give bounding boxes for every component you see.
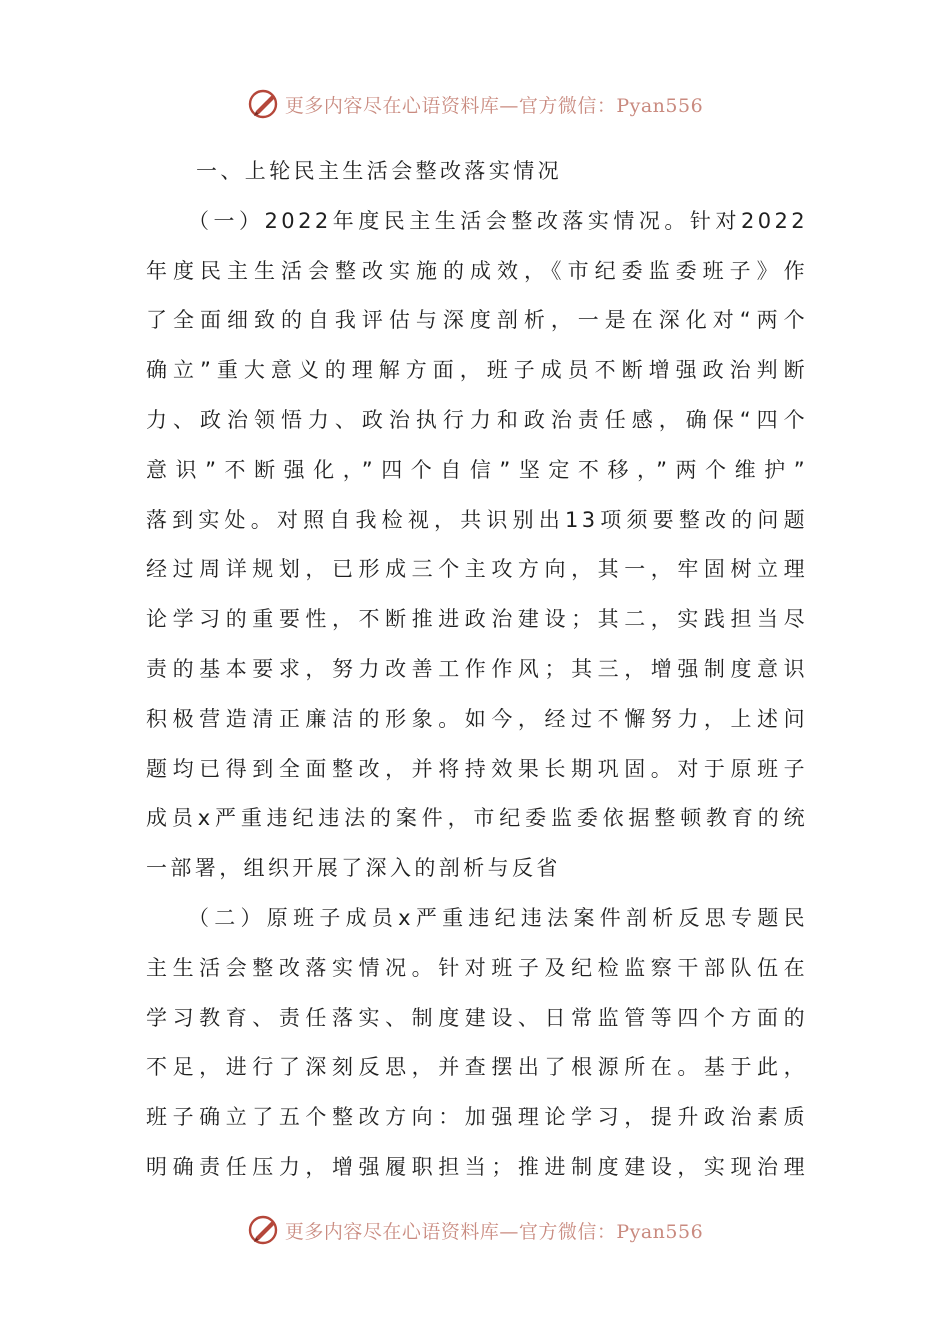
text-line: 成员x严重违纪违法的案件，市纪委监委依据整顿教育的统 — [146, 806, 808, 831]
text-line: 不足，进行了深刻反思，并查摆出了根源所在。基于此， — [146, 1055, 808, 1080]
document-body — [146, 147, 808, 1193]
text-line: 一部署，组织开展了深入的剖析与反省 — [146, 856, 561, 881]
pen-logo-icon — [247, 1213, 281, 1247]
text-line: （一）2022年度民主生活会整改落实情况。针对2022 — [188, 208, 808, 233]
text-line: 落到实处。对照自我检视，共识别出13项须要整改的问题 — [146, 507, 808, 532]
text-line: 积极营造清正廉洁的形象。如今，经过不懈努力，上述问 — [146, 706, 808, 731]
text-line: 学习教育、责任落实、制度建设、日常监管等四个方面的 — [146, 1005, 808, 1030]
text-line: 责的基本要求，努力改善工作作风；其三，增强制度意识 — [146, 656, 808, 681]
text-line: 论学习的重要性，不断推进政治建设；其二，实践担当尽 — [146, 607, 808, 632]
watermark-text: 更多内容尽在心语资料库—官方微信：Pyan556 — [284, 1220, 704, 1243]
text-line: 主生活会整改落实情况。针对班子及纪检监察干部队伍在 — [146, 955, 808, 980]
section-heading: 一、上轮民主生活会整改落实情况 — [196, 159, 562, 183]
text-line: 年度民主生活会整改实施的成效，《市纪委监委班子》作 — [146, 258, 808, 283]
text-line: 了全面细致的自我评估与深度剖析，一是在深化对“两个 — [146, 308, 808, 333]
text-line: 经过周详规划，已形成三个主攻方向，其一，牢固树立理 — [146, 557, 808, 582]
text-line: 班子确立了五个整改方向：加强理论学习，提升政治素质 — [146, 1105, 808, 1130]
text-line: 题均已得到全面整改，并将持效果长期巩固。对于原班子 — [146, 756, 808, 781]
text-line: 确立”重大意义的理解方面，班子成员不断增强政治判断 — [146, 358, 808, 383]
text-line: 明确责任压力，增强履职担当；推进制度建设，实现治理 — [146, 1154, 808, 1179]
pen-logo-icon — [247, 87, 281, 121]
text-line: 力、政治领悟力、政治执行力和政治责任感，确保“四个 — [146, 407, 808, 432]
watermark-footer — [0, 1210, 950, 1250]
watermark-text: 更多内容尽在心语资料库—官方微信：Pyan556 — [284, 94, 704, 117]
text-line: 意识”不断强化，”四个自信”坚定不移，”两个维护” — [146, 457, 808, 482]
watermark-header — [0, 84, 950, 124]
text-line: （二）原班子成员x严重违纪违法案件剖析反思专题民 — [188, 905, 808, 930]
